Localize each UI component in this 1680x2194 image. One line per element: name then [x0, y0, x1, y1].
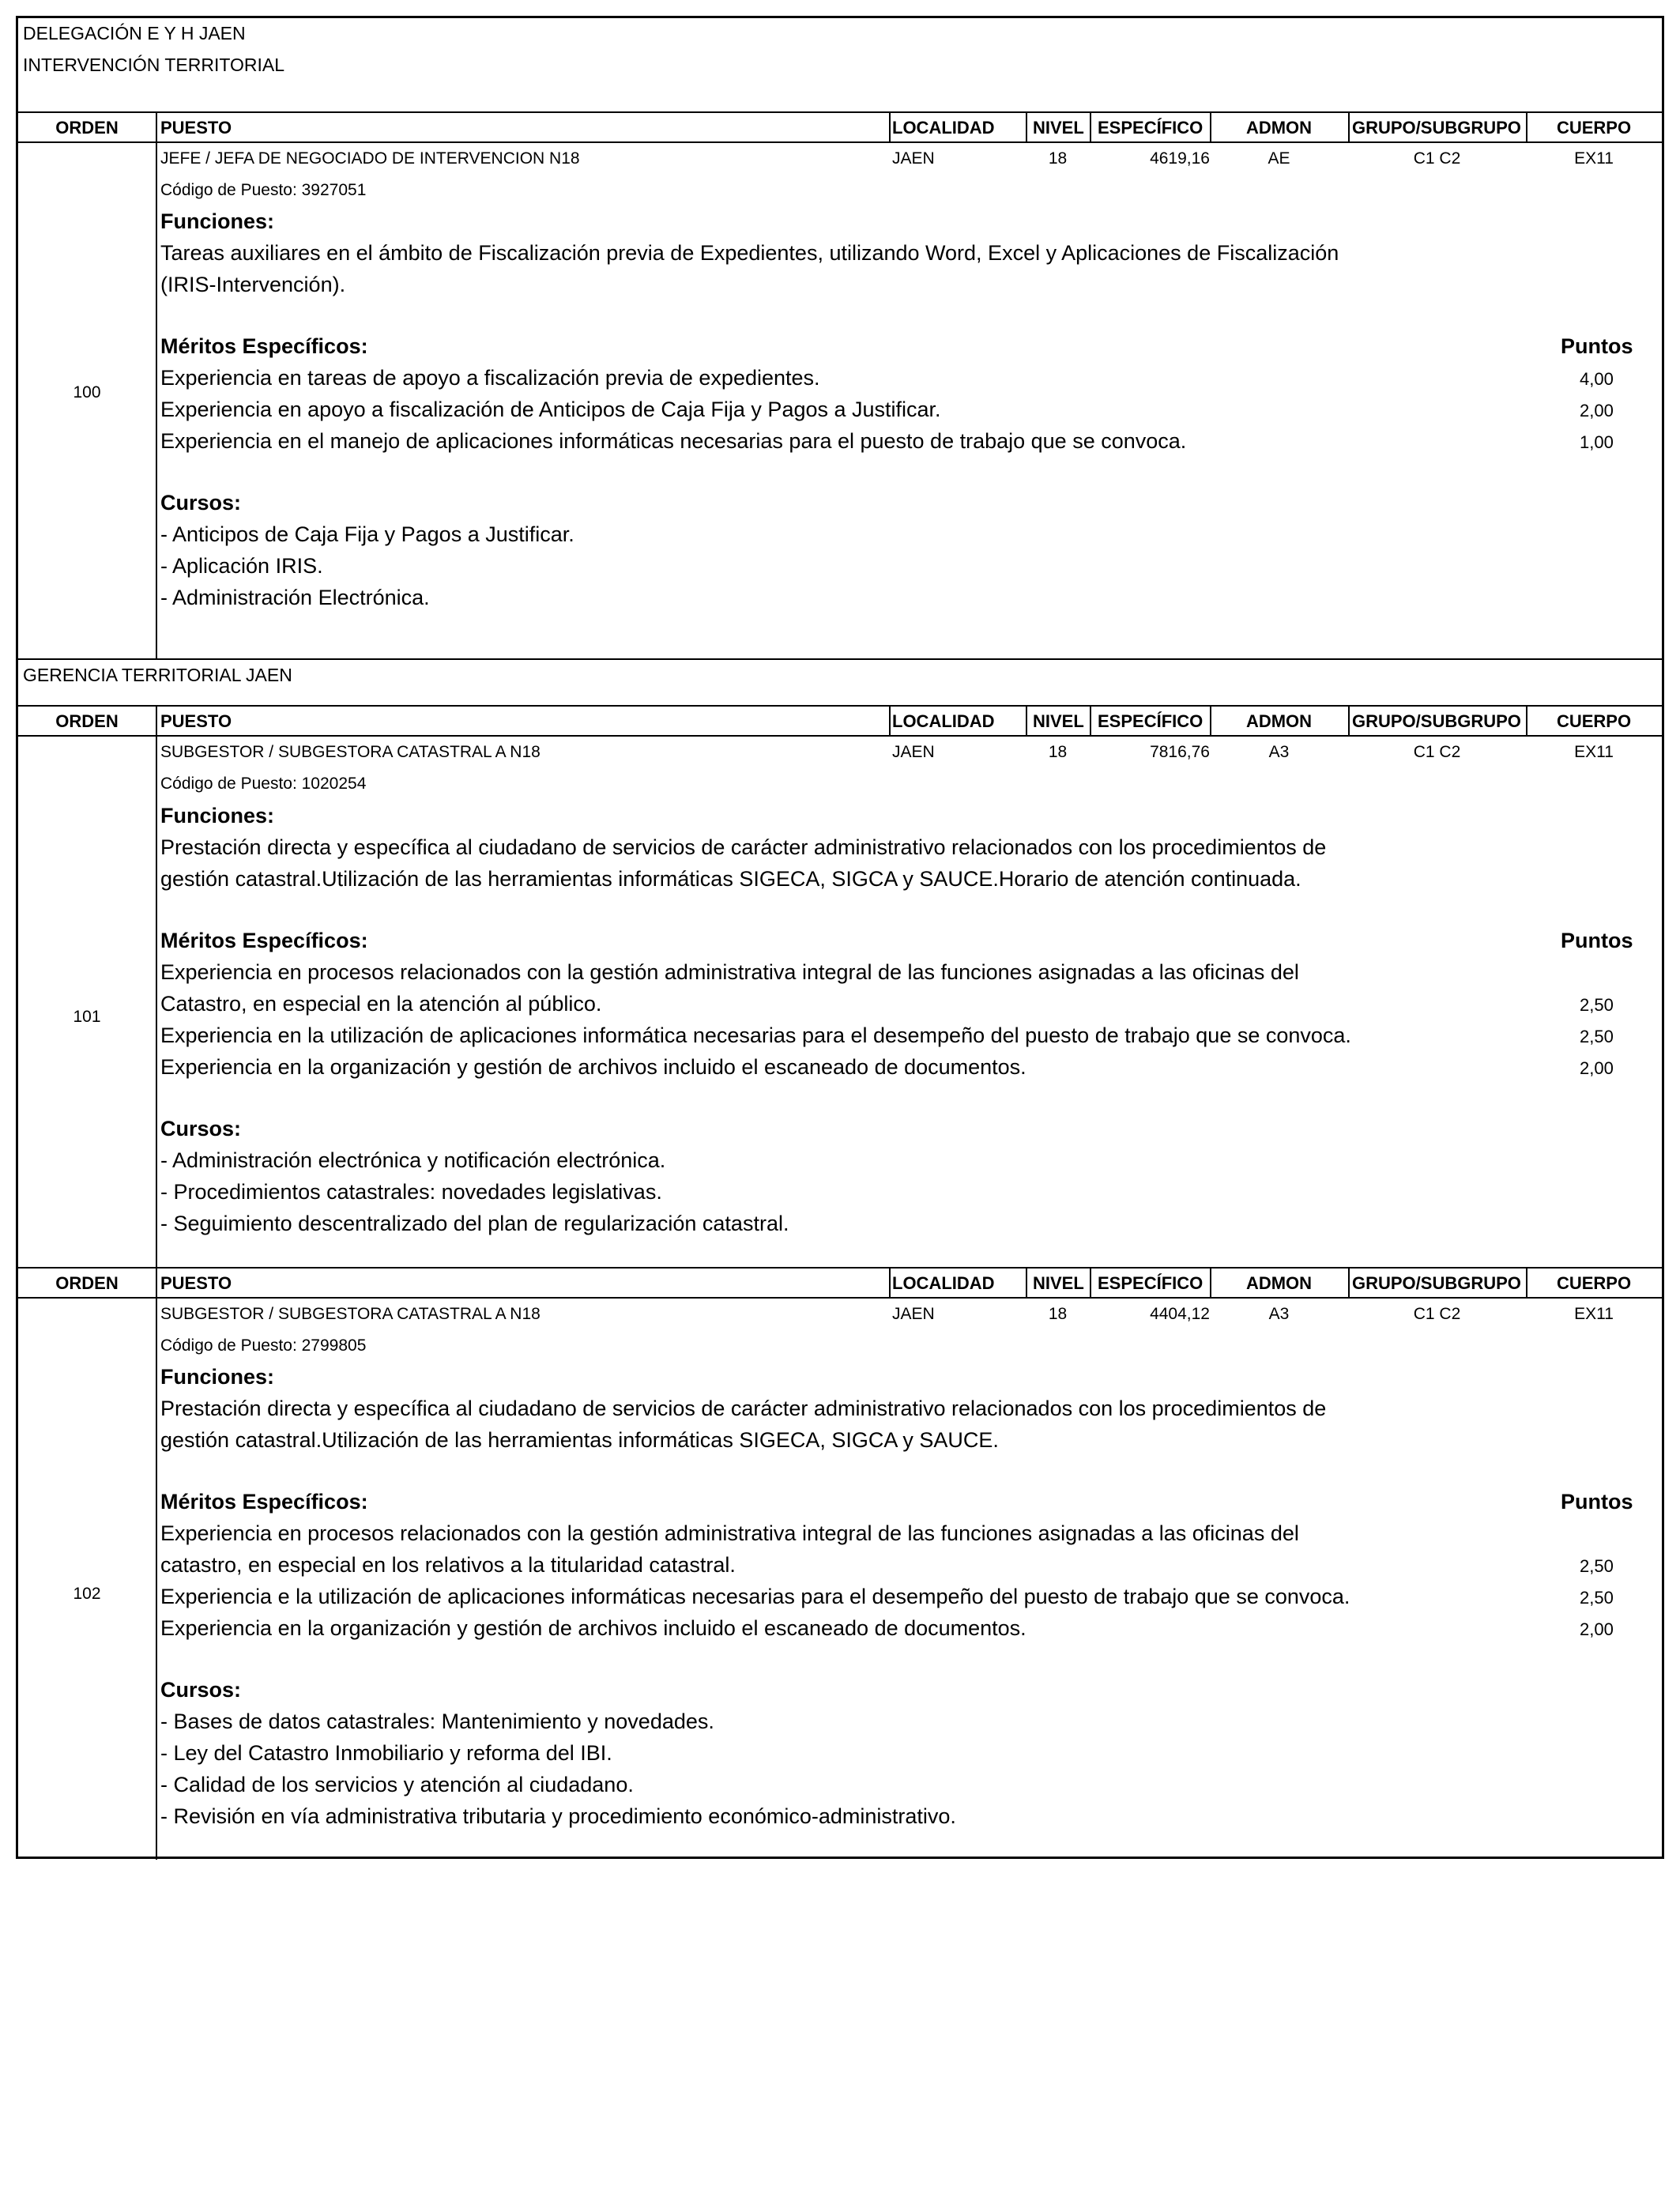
divider	[156, 111, 157, 143]
meritos-label: Méritos Específicos:	[160, 929, 368, 952]
funciones-text: gestión catastral.Utilización de las herramientas informáticas SIGECA, SIGCA y SAUCE.Horario de atención continuada.	[160, 867, 1301, 891]
nivel-value: 18	[1048, 743, 1068, 761]
divider	[156, 1297, 157, 1860]
codigo-puesto: Código de Puesto: 2799805	[160, 1336, 367, 1355]
divider	[889, 111, 891, 143]
merito-text: Experiencia en procesos relacionados con la gestión administrativa integral de las funciones asignadas a las oficinas del	[160, 960, 1299, 984]
puntos-value: 2,50	[1580, 1027, 1614, 1046]
meritos-label: Méritos Específicos:	[160, 1490, 368, 1514]
merito-text: Experiencia en la organización y gestión de archivos incluido el escaneado de documentos.	[160, 1055, 1026, 1079]
header-localidad: LOCALIDAD	[892, 711, 995, 731]
divider	[1090, 705, 1091, 737]
especifico-value: 4619,16	[1150, 149, 1210, 168]
header-especifico: ESPECÍFICO	[1098, 1273, 1203, 1293]
codigo-puesto: Código de Puesto: 3927051	[160, 181, 367, 199]
curso-text: - Aplicación IRIS.	[160, 554, 323, 578]
divider	[1090, 1267, 1091, 1299]
puntos-value: 2,50	[1580, 1588, 1614, 1608]
divider	[1090, 111, 1091, 143]
divider	[1348, 111, 1350, 143]
curso-text: - Administración electrónica y notificación electrónica.	[160, 1148, 666, 1172]
funciones-label: Funciones:	[160, 804, 275, 827]
merito-text: Experiencia en la utilización de aplicaciones informática necesarias para el desempeño del puesto de trabajo que se convoca.	[160, 1023, 1351, 1047]
divider	[1348, 705, 1350, 737]
divider	[18, 1297, 1662, 1299]
admon-value: AE	[1268, 149, 1290, 168]
header-puesto: PUESTO	[160, 118, 232, 138]
admon-value: A3	[1268, 743, 1290, 761]
header-puesto: PUESTO	[160, 711, 232, 731]
header-nivel: NIVEL	[1033, 118, 1084, 138]
grupo-value: C1 C2	[1413, 1305, 1461, 1323]
section-title-gerencia: GERENCIA TERRITORIAL JAEN	[23, 665, 292, 685]
divider	[889, 705, 891, 737]
nivel-value: 18	[1048, 1305, 1068, 1323]
puntos-label: Puntos	[1561, 1490, 1633, 1514]
puesto-value: JEFE / JEFA DE NEGOCIADO DE INTERVENCION N18	[160, 149, 580, 168]
header-nivel: NIVEL	[1033, 711, 1084, 731]
grupo-value: C1 C2	[1413, 149, 1461, 168]
orden-value: 102	[73, 1585, 101, 1603]
especifico-value: 4404,12	[1150, 1305, 1210, 1323]
curso-text: - Administración Electrónica.	[160, 586, 430, 609]
divider	[1026, 1267, 1027, 1299]
especifico-value: 7816,76	[1150, 743, 1210, 761]
funciones-text: Prestación directa y específica al ciudadano de servicios de carácter administrativo relacionados con los procedimientos de	[160, 1397, 1327, 1420]
header-orden: ORDEN	[55, 118, 119, 138]
orden-value: 100	[73, 383, 101, 401]
merito-text: Catastro, en especial en la atención al público.	[160, 992, 602, 1016]
divider	[1026, 111, 1027, 143]
cursos-label: Cursos:	[160, 1678, 242, 1702]
cuerpo-value: EX11	[1574, 743, 1614, 761]
divider	[889, 1267, 891, 1299]
funciones-text: (IRIS-Intervención).	[160, 273, 346, 296]
header-orden: ORDEN	[55, 1273, 119, 1293]
cursos-label: Cursos:	[160, 1117, 242, 1140]
codigo-puesto: Código de Puesto: 1020254	[160, 775, 367, 793]
header-grupo: GRUPO/SUBGRUPO	[1352, 1273, 1521, 1293]
header-admon: ADMON	[1245, 711, 1313, 731]
puntos-value: 2,00	[1580, 1619, 1614, 1639]
header-puesto: PUESTO	[160, 1273, 232, 1293]
merito-text: catastro, en especial en los relativos a la titularidad catastral.	[160, 1553, 736, 1577]
puntos-label: Puntos	[1561, 929, 1633, 952]
header-grupo: GRUPO/SUBGRUPO	[1352, 118, 1521, 138]
localidad-value: JAEN	[892, 743, 935, 761]
nivel-value: 18	[1048, 149, 1068, 168]
header-especifico: ESPECÍFICO	[1098, 118, 1203, 138]
divider	[156, 141, 157, 660]
funciones-label: Funciones:	[160, 1365, 275, 1389]
cursos-label: Cursos:	[160, 491, 242, 515]
cuerpo-value: EX11	[1574, 1305, 1614, 1323]
puntos-value: 1,00	[1580, 432, 1614, 452]
divider	[18, 141, 1662, 143]
curso-text: - Bases de datos catastrales: Mantenimiento y novedades.	[160, 1710, 714, 1733]
header-nivel: NIVEL	[1033, 1273, 1084, 1293]
section-title-delegacion: DELEGACIÓN E Y H JAEN	[23, 23, 246, 43]
orden-value: 101	[73, 1008, 101, 1026]
puesto-value: SUBGESTOR / SUBGESTORA CATASTRAL A N18	[160, 743, 541, 761]
funciones-text: Tareas auxiliares en el ámbito de Fiscalización previa de Expedientes, utilizando Word, Excel y Aplicaciones de Fiscalización	[160, 241, 1339, 265]
admon-value: A3	[1268, 1305, 1290, 1323]
puesto-value: SUBGESTOR / SUBGESTORA CATASTRAL A N18	[160, 1305, 541, 1323]
divider	[18, 658, 1662, 660]
localidad-value: JAEN	[892, 1305, 935, 1323]
section-title-intervencion: INTERVENCIÓN TERRITORIAL	[23, 55, 285, 75]
puntos-value: 2,50	[1580, 1556, 1614, 1576]
funciones-label: Funciones:	[160, 209, 275, 233]
funciones-text: Prestación directa y específica al ciudadano de servicios de carácter administrativo relacionados con los procedimientos de	[160, 835, 1327, 859]
header-localidad: LOCALIDAD	[892, 1273, 995, 1293]
curso-text: - Procedimientos catastrales: novedades legislativas.	[160, 1180, 662, 1204]
curso-text: - Seguimiento descentralizado del plan de regularización catastral.	[160, 1212, 789, 1235]
header-localidad: LOCALIDAD	[892, 118, 995, 138]
curso-text: - Calidad de los servicios y atención al ciudadano.	[160, 1773, 634, 1796]
puntos-value: 4,00	[1580, 369, 1614, 389]
merito-text: Experiencia en el manejo de aplicaciones informáticas necesarias para el puesto de trabajo que se convoca.	[160, 429, 1187, 453]
divider	[156, 705, 157, 737]
meritos-label: Méritos Específicos:	[160, 334, 368, 358]
curso-text: - Revisión en vía administrativa tributaria y procedimiento económico-administrativo.	[160, 1804, 956, 1828]
curso-text: - Anticipos de Caja Fija y Pagos a Justificar.	[160, 522, 574, 546]
header-cuerpo: CUERPO	[1556, 118, 1632, 138]
divider	[1026, 705, 1027, 737]
curso-text: - Ley del Catastro Inmobiliario y reforma del IBI.	[160, 1741, 612, 1765]
merito-text: Experiencia e la utilización de aplicaciones informáticas necesarias para el desempeño del puesto de trabajo que se convoca.	[160, 1585, 1350, 1608]
merito-text: Experiencia en la organización y gestión de archivos incluido el escaneado de documentos.	[160, 1616, 1026, 1640]
divider	[18, 111, 1662, 113]
header-orden: ORDEN	[55, 711, 119, 731]
puntos-label: Puntos	[1561, 334, 1633, 358]
puntos-value: 2,00	[1580, 1058, 1614, 1078]
puntos-value: 2,00	[1580, 401, 1614, 420]
puntos-value: 2,50	[1580, 995, 1614, 1015]
merito-text: Experiencia en procesos relacionados con la gestión administrativa integral de las funciones asignadas a las oficinas del	[160, 1521, 1299, 1545]
merito-text: Experiencia en tareas de apoyo a fiscalización previa de expedientes.	[160, 366, 820, 390]
grupo-value: C1 C2	[1413, 743, 1461, 761]
funciones-text: gestión catastral.Utilización de las herramientas informáticas SIGECA, SIGCA y SAUCE.	[160, 1428, 999, 1452]
header-cuerpo: CUERPO	[1556, 1273, 1632, 1293]
localidad-value: JAEN	[892, 149, 935, 168]
header-admon: ADMON	[1245, 118, 1313, 138]
header-cuerpo: CUERPO	[1556, 711, 1632, 731]
divider	[1348, 1267, 1350, 1299]
header-grupo: GRUPO/SUBGRUPO	[1352, 711, 1521, 731]
merito-text: Experiencia en apoyo a fiscalización de Anticipos de Caja Fija y Pagos a Justificar.	[160, 398, 941, 421]
cuerpo-value: EX11	[1574, 149, 1614, 168]
header-especifico: ESPECÍFICO	[1098, 711, 1203, 731]
divider	[156, 1267, 157, 1299]
divider	[156, 735, 157, 1285]
header-admon: ADMON	[1245, 1273, 1313, 1293]
divider	[18, 1267, 1662, 1269]
divider	[18, 705, 1662, 707]
document-frame	[16, 16, 1664, 1859]
divider	[18, 735, 1662, 737]
